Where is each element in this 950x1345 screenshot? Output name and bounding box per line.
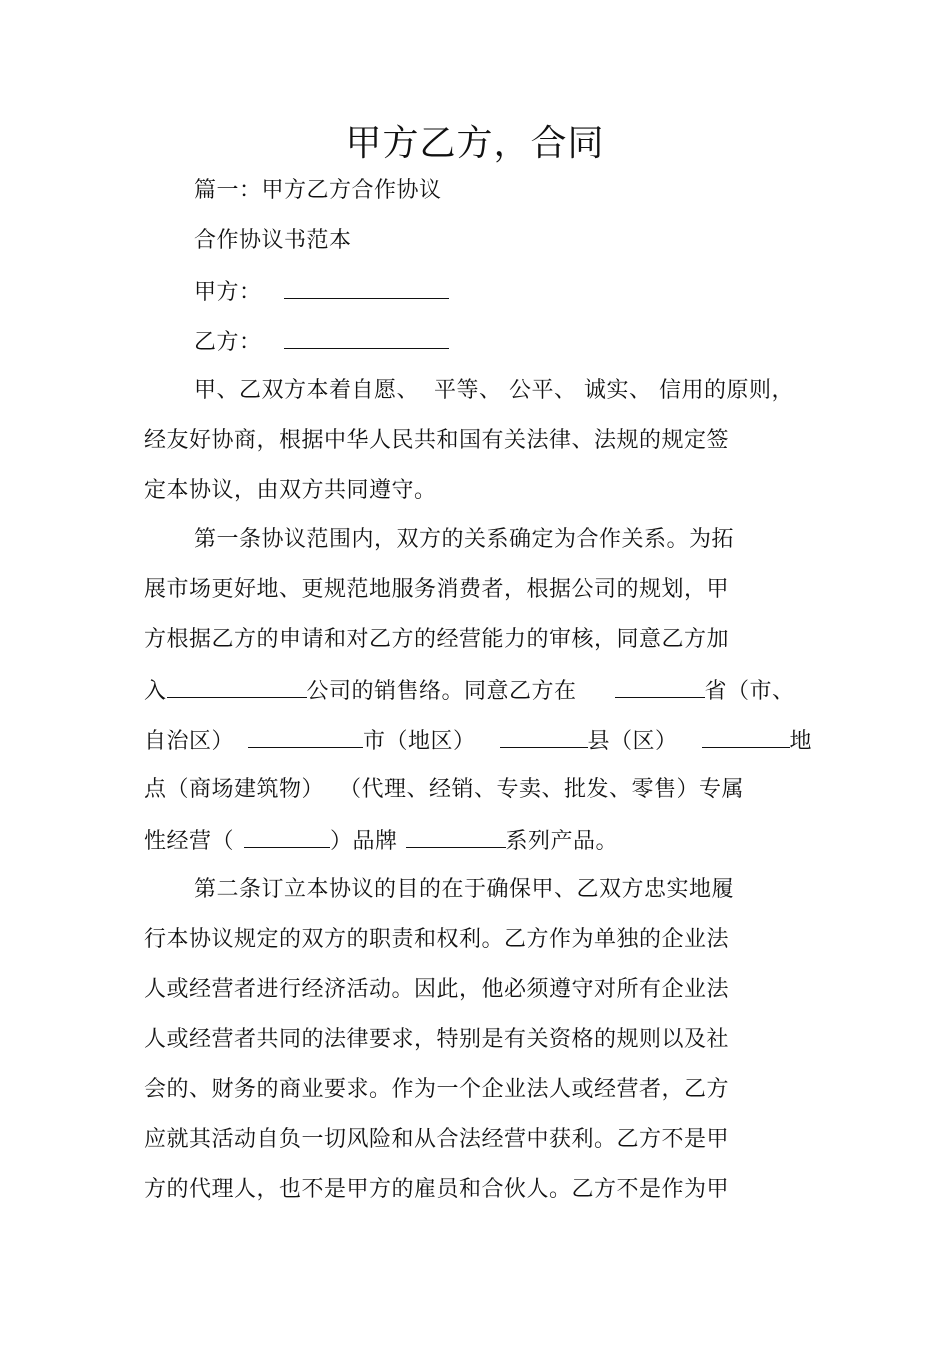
article2-line: 人或经营者进行经济活动。因此，他必须遵守对所有企业法 [144, 977, 730, 1002]
text-segment: 入 [144, 679, 167, 704]
article1-line [144, 825, 618, 857]
article1-line: 展市场更好地、更规范地服务消费者，根据公司的规划，甲 [144, 577, 730, 602]
party-b-line [194, 326, 449, 358]
text-segment: 自治区） [144, 729, 235, 754]
article2-line: 第二条订立本协议的目的在于确保甲、乙双方忠实地履 [194, 877, 735, 902]
text-segment: 县（区） [587, 729, 678, 754]
county-blank [500, 725, 588, 748]
text-segment: 省（市、 [704, 679, 795, 704]
document-title: 甲方乙方，合同 [345, 123, 605, 164]
text-segment: 地 [789, 729, 813, 754]
article1-line: 方根据乙方的申请和对乙方的经营能力的审核，同意乙方加 [144, 627, 730, 652]
company-blank [167, 675, 307, 698]
city-blank [248, 725, 363, 748]
heading: 合作协议书范本 [194, 228, 352, 253]
text-segment: 性经营（ [144, 829, 235, 854]
location-blank [702, 725, 790, 748]
text-segment: 市（地区） [363, 729, 476, 754]
article2-line: 会的、财务的商业要求。作为一个企业法人或经营者，乙方 [144, 1077, 730, 1102]
text-segment: ）品牌 [330, 829, 398, 854]
article1-line: 第一条协议范围内，双方的关系确定为合作关系。为拓 [194, 527, 735, 552]
article1-line [144, 725, 812, 757]
intro-line: 甲、乙双方本着自愿、 平等、 公平、 诚实、 信用的原则， [194, 378, 794, 403]
subtitle: 篇一：甲方乙方合作协议 [194, 178, 442, 203]
text-segment: 系列产品。 [505, 829, 619, 854]
intro-line: 经友好协商，根据中华人民共和国有关法律、法规的规定签 [144, 428, 730, 453]
brand-blank [406, 825, 506, 848]
party-a-blank [284, 276, 449, 299]
article2-line: 人或经营者共同的法律要求，特别是有关资格的规则以及社 [144, 1027, 730, 1052]
article1-line [144, 675, 795, 707]
article2-line: 行本协议规定的双方的职责和权利。乙方作为单独的企业法 [144, 927, 730, 952]
intro-line: 定本协议，由双方共同遵守。 [144, 478, 437, 503]
article2-line: 方的代理人，也不是甲方的雇员和合伙人。乙方不是作为甲 [144, 1177, 730, 1202]
party-b-label: 乙方： [194, 330, 262, 355]
party-a-label: 甲方： [194, 280, 262, 305]
text-segment: 公司的销售络。同意乙方在 [306, 679, 577, 704]
article1-line: 点（商场建筑物） （代理、经销、专卖、批发、零售）专属 [144, 777, 744, 802]
party-b-blank [284, 326, 449, 349]
province-blank [615, 675, 705, 698]
business-type-blank [244, 825, 330, 848]
article2-line: 应就其活动自负一切风险和从合法经营中获利。乙方不是甲 [144, 1127, 730, 1152]
party-a-line [194, 276, 449, 308]
